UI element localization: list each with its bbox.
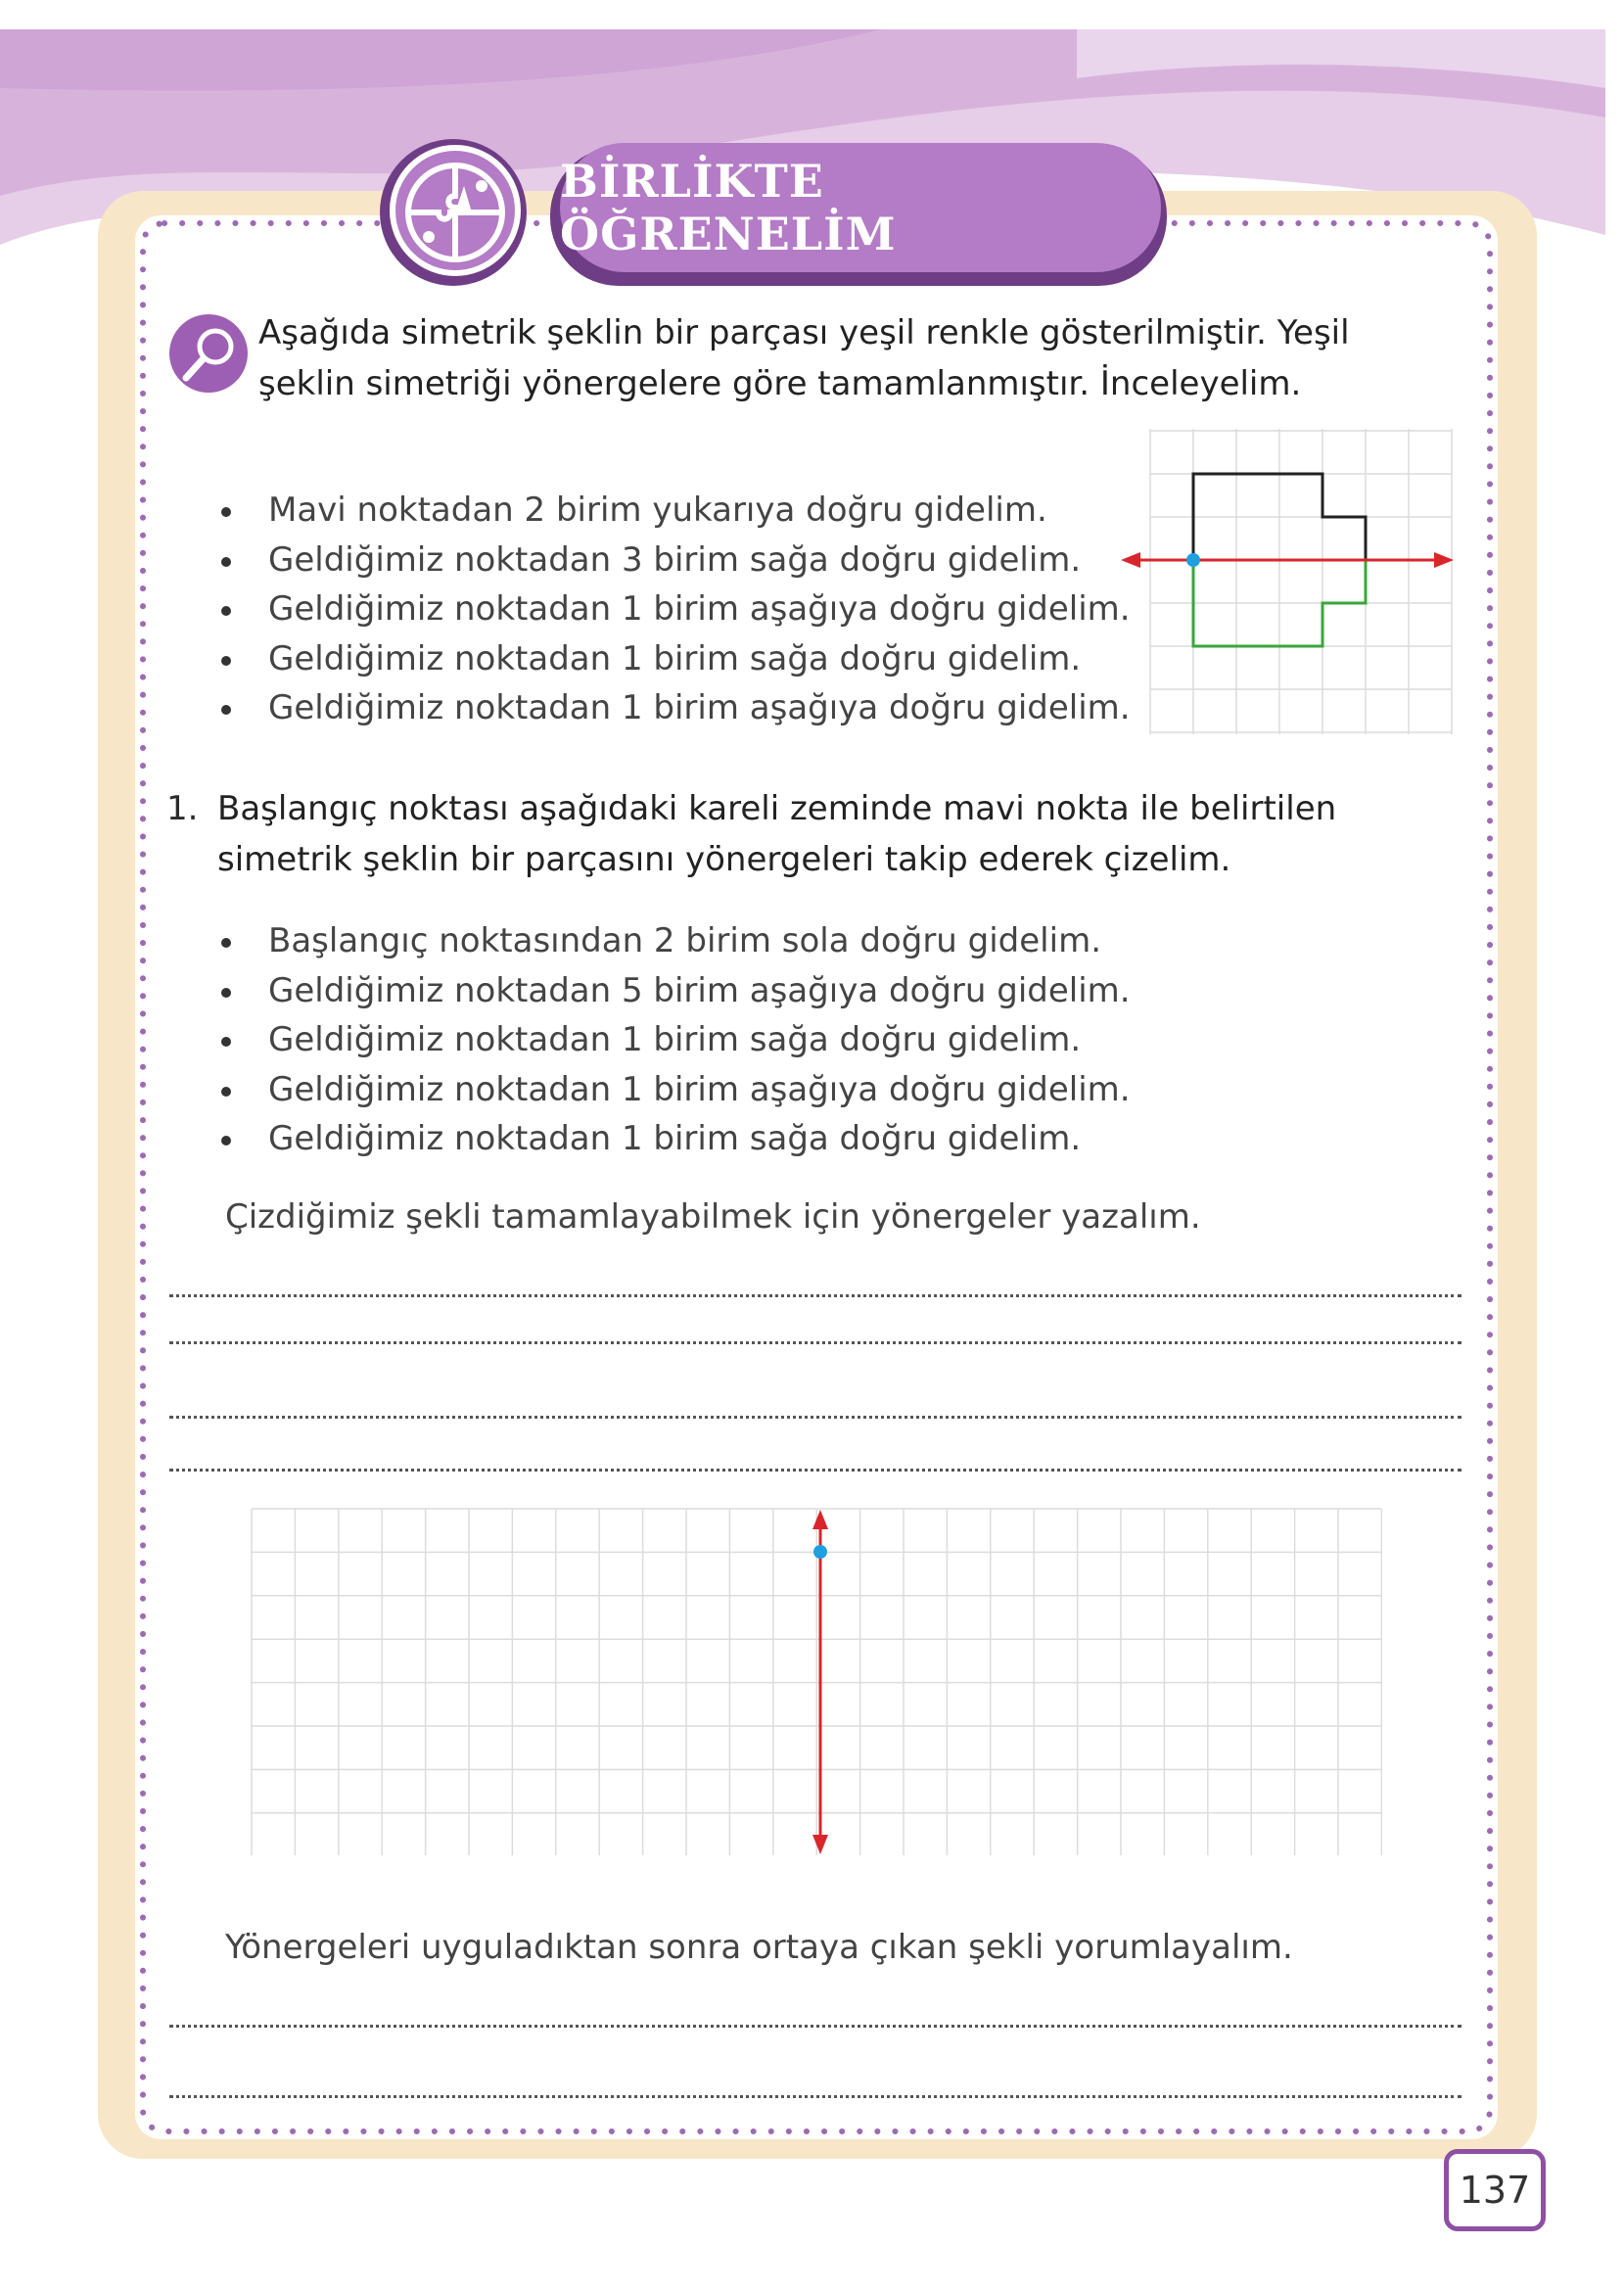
list-item: Geldiğimiz noktadan 5 birim aşağıya doğru gidelim. xyxy=(217,966,1131,1016)
question-number: 1. xyxy=(166,789,199,828)
list-item: Mavi noktadan 2 birim yukarıya doğru gidelim. xyxy=(217,486,1131,536)
drawing-grid[interactable] xyxy=(251,1508,1382,1856)
list-item: Geldiğimiz noktadan 1 birim sağa doğru gidelim. xyxy=(217,1114,1131,1164)
section-title: BİRLİKTE ÖĞRENELİM xyxy=(560,155,897,260)
question-steps xyxy=(217,916,1131,1164)
list-item: Geldiğimiz noktadan 1 birim aşağıya doğru gidelim. xyxy=(217,1065,1131,1115)
magnifier-icon xyxy=(166,311,251,396)
list-item: Geldiğimiz noktadan 1 birim aşağıya doğru gidelim. xyxy=(217,584,1131,634)
list-item: Başlangıç noktasından 2 birim sola doğru gidelim. xyxy=(217,916,1131,966)
answer-line[interactable] xyxy=(169,2095,1462,2098)
answer-line[interactable] xyxy=(169,1294,1462,1297)
intro-text: Aşağıda simetrik şeklin bir parçası yeşil renkle gösterilmiştir. Yeşil şeklin simetriği yönergelere göre tamamlanmıştır. İnceleyelim. xyxy=(258,313,1350,403)
list-item: Geldiğimiz noktadan 1 birim aşağıya doğru gidelim. xyxy=(217,683,1131,733)
title-banner xyxy=(560,143,1161,272)
write-instructions-prompt: Çizdiğimiz şekli tamamlayabilmek için yönergeler yazalım. xyxy=(225,1197,1201,1237)
answer-line[interactable] xyxy=(169,1341,1462,1344)
list-item: Geldiğimiz noktadan 3 birim sağa doğru gidelim. xyxy=(217,536,1131,585)
answer-line[interactable] xyxy=(169,2025,1462,2028)
list-item: Geldiğimiz noktadan 1 birim sağa doğru gidelim. xyxy=(217,1015,1131,1065)
comment-prompt: Yönergeleri uyguladıktan sonra ortaya çıkan şekli yorumlayalım. xyxy=(225,1928,1293,1967)
example-symmetry-figure xyxy=(1121,429,1454,734)
list-item: Geldiğimiz noktadan 1 birim sağa doğru gidelim. xyxy=(217,634,1131,684)
question-text: Başlangıç noktası aşağıdaki kareli zeminde mavi nokta ile belirtilen simetrik şeklin bir parçasını yönergeleri takip ederek çizelim. xyxy=(217,789,1337,879)
puzzle-icon xyxy=(399,157,511,268)
start-point xyxy=(813,1545,827,1559)
example-steps xyxy=(217,486,1131,733)
answer-line[interactable] xyxy=(169,1469,1462,1472)
answer-line[interactable] xyxy=(169,1416,1462,1419)
page-number: 137 xyxy=(1444,2149,1546,2231)
